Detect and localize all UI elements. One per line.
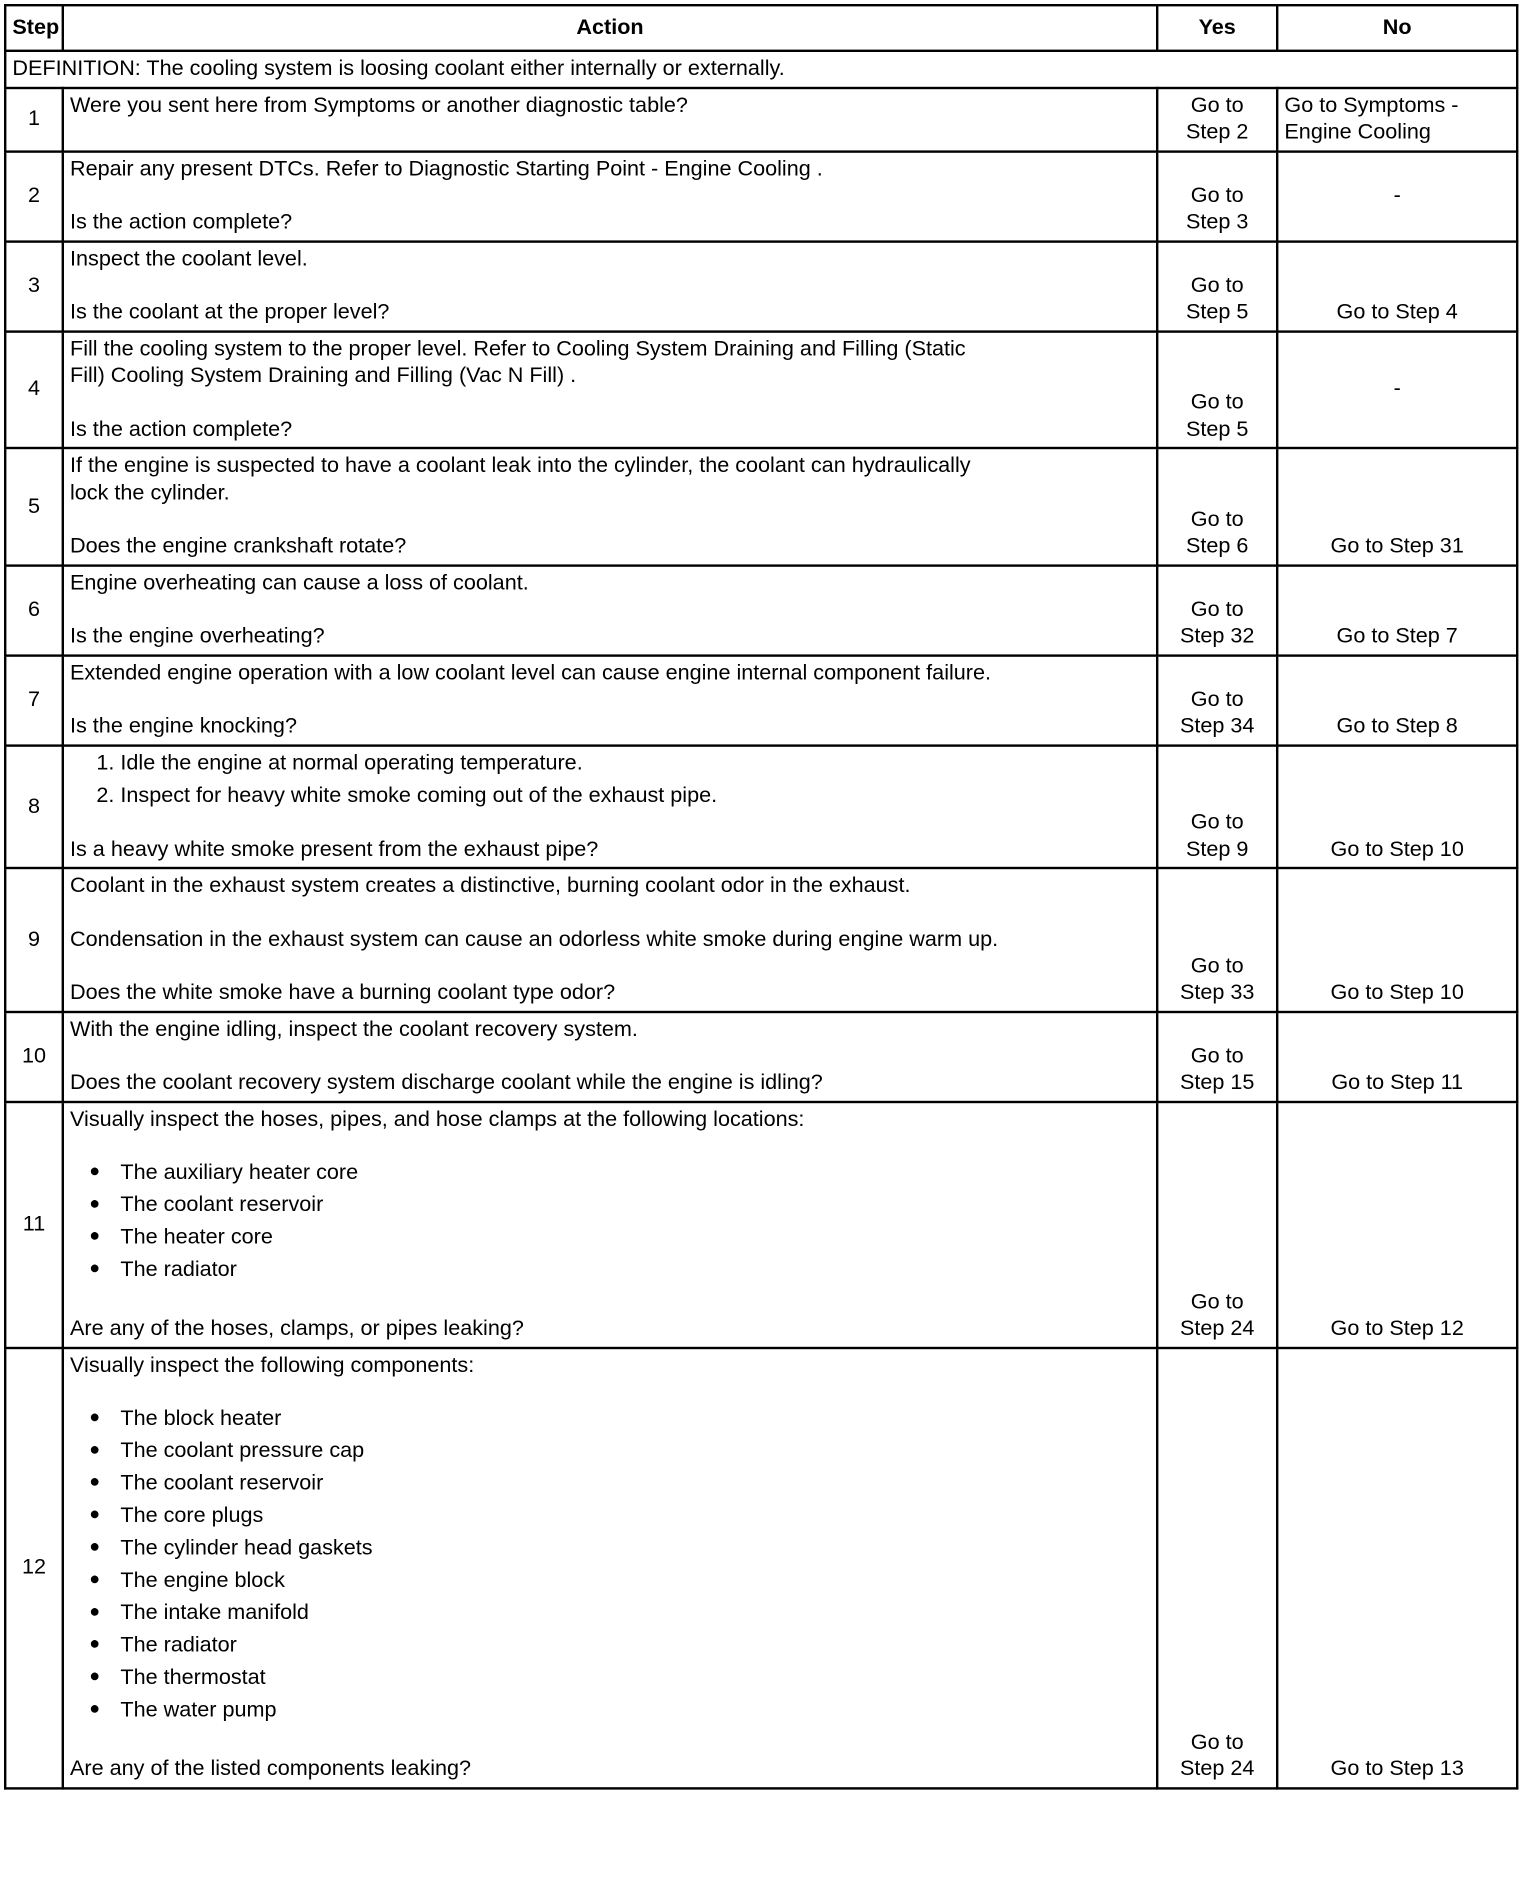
- step-question: Is the action complete?: [70, 416, 293, 441]
- yes-text: Go to: [1190, 92, 1244, 117]
- no-text: Engine Cooling: [1284, 119, 1431, 144]
- inspection-item: ● The heater core: [89, 1223, 1150, 1250]
- step-action: [63, 241, 1157, 331]
- yes-text: Go to: [1190, 182, 1244, 207]
- step-number: 9: [5, 868, 63, 1011]
- yes-action: [1157, 448, 1277, 565]
- header-row: [5, 5, 1517, 51]
- inspection-item: ● The coolant pressure cap: [89, 1437, 1150, 1464]
- yes-text: Step 6: [1185, 533, 1249, 558]
- step-row: [5, 1101, 1517, 1347]
- step-action: [63, 745, 1157, 868]
- yes-text: Step 5: [1185, 416, 1249, 441]
- header-yes: Yes: [1157, 5, 1277, 51]
- step-row: [5, 868, 1517, 1011]
- inspection-item: ● The radiator: [89, 1631, 1150, 1658]
- yes-text: Step 15: [1179, 1069, 1255, 1094]
- procedure-list: [70, 749, 1150, 809]
- yes-text: Go to: [1190, 596, 1244, 621]
- step-number: 11: [5, 1101, 63, 1347]
- no-action: [1277, 745, 1517, 868]
- no-text: Go to Step 10: [1330, 979, 1464, 1004]
- step-number: 8: [5, 745, 63, 868]
- step-question: Is the engine overheating?: [70, 623, 325, 648]
- yes-action: [1157, 241, 1277, 331]
- step-row: [5, 87, 1517, 151]
- inspection-item: ● The water pump: [89, 1696, 1150, 1723]
- no-text: Go to Step 7: [1336, 623, 1458, 648]
- yes-text: Go to: [1190, 506, 1244, 531]
- yes-text: Step 33: [1179, 979, 1255, 1004]
- step-action: [63, 655, 1157, 745]
- no-text: -: [1393, 376, 1401, 401]
- step-number: 5: [5, 448, 63, 565]
- action-text: With the engine idling, inspect the coolant recovery system.: [70, 1016, 638, 1041]
- step-question: Is a heavy white smoke present from the exhaust pipe?: [70, 836, 599, 861]
- action-text: If the engine is suspected to have a coolant leak into the cylinder, the coolant can hydraulically: [70, 452, 971, 477]
- yes-action: [1157, 745, 1277, 868]
- step-question: Is the engine knocking?: [70, 713, 297, 738]
- step-row: [5, 565, 1517, 655]
- action-text: Fill) Cooling System Draining and Filling (Vac N Fill) .: [70, 362, 577, 387]
- no-action: [1277, 331, 1517, 448]
- no-text: Go to Step 12: [1330, 1315, 1464, 1340]
- step-question: Are any of the hoses, clamps, or pipes leaking?: [70, 1315, 524, 1340]
- yes-action: [1157, 87, 1277, 151]
- step-number: 7: [5, 655, 63, 745]
- yes-action: [1157, 655, 1277, 745]
- no-action: [1277, 1347, 1517, 1787]
- yes-text: Step 9: [1185, 836, 1249, 861]
- inspection-list: [70, 1404, 1150, 1723]
- header-no: No: [1277, 5, 1517, 51]
- step-row: [5, 448, 1517, 565]
- inspection-item: ● The radiator: [89, 1256, 1150, 1283]
- yes-text: Step 24: [1179, 1756, 1255, 1781]
- step-number: 1: [5, 87, 63, 151]
- no-action: [1277, 565, 1517, 655]
- step-question: Is the action complete?: [70, 209, 293, 234]
- action-text: Were you sent here from Symptoms or another diagnostic table?: [70, 92, 688, 117]
- no-text: Go to Step 8: [1336, 713, 1458, 738]
- step-action: [63, 868, 1157, 1011]
- no-text: Go to Symptoms -: [1284, 92, 1459, 117]
- yes-text: Go to: [1190, 952, 1244, 977]
- no-text: -: [1393, 182, 1401, 207]
- no-action: [1277, 87, 1517, 151]
- no-action: [1277, 151, 1517, 241]
- yes-text: Step 24: [1179, 1315, 1255, 1340]
- action-text: Engine overheating can cause a loss of coolant.: [70, 569, 529, 594]
- no-action: [1277, 655, 1517, 745]
- yes-text: Step 34: [1179, 713, 1255, 738]
- inspection-item: ● The auxiliary heater core: [89, 1158, 1150, 1185]
- inspection-item: ● The coolant reservoir: [89, 1469, 1150, 1496]
- step-number: 3: [5, 241, 63, 331]
- no-action: [1277, 241, 1517, 331]
- step-row: [5, 1011, 1517, 1101]
- step-number: 6: [5, 565, 63, 655]
- yes-text: Go to: [1190, 686, 1244, 711]
- definition-text: DEFINITION: The cooling system is loosing coolant either internally or externally.: [5, 51, 1517, 88]
- action-text: Repair any present DTCs. Refer to Diagnostic Starting Point - Engine Cooling .: [70, 155, 823, 180]
- step-action: [63, 1101, 1157, 1347]
- step-question: Does the white smoke have a burning coolant type odor?: [70, 979, 616, 1004]
- inspection-item: ● The engine block: [89, 1566, 1150, 1593]
- header-action: Action: [63, 5, 1157, 51]
- action-text: Extended engine operation with a low coolant level can cause engine internal component failure.: [70, 659, 992, 684]
- action-text: Visually inspect the following components:: [70, 1352, 475, 1377]
- procedure-item: 2. Inspect for heavy white smoke coming out of the exhaust pipe.: [120, 782, 1150, 809]
- action-text: Condensation in the exhaust system can cause an odorless white smoke during engine warm up.: [70, 926, 999, 951]
- step-action: [63, 1011, 1157, 1101]
- inspection-item: ● The core plugs: [89, 1502, 1150, 1529]
- step-number: 10: [5, 1011, 63, 1101]
- action-text: Coolant in the exhaust system creates a distinctive, burning coolant odor in the exhaust.: [70, 872, 911, 897]
- no-text: Go to Step 10: [1330, 836, 1464, 861]
- yes-action: [1157, 1011, 1277, 1101]
- inspection-item: ● The block heater: [89, 1404, 1150, 1431]
- inspection-item: ● The cylinder head gaskets: [89, 1534, 1150, 1561]
- step-action: [63, 87, 1157, 151]
- yes-action: [1157, 1347, 1277, 1787]
- step-question: Does the coolant recovery system discharge coolant while the engine is idling?: [70, 1069, 823, 1094]
- yes-text: Step 5: [1185, 299, 1249, 324]
- diagnostic-table: [4, 4, 1518, 1789]
- action-text: lock the cylinder.: [70, 479, 230, 504]
- definition-row: [5, 51, 1517, 88]
- action-text: Visually inspect the hoses, pipes, and hose clamps at the following locations:: [70, 1106, 805, 1131]
- step-number: 2: [5, 151, 63, 241]
- inspection-item: ● The coolant reservoir: [89, 1191, 1150, 1218]
- yes-text: Go to: [1190, 1042, 1244, 1067]
- yes-text: Go to: [1190, 389, 1244, 414]
- action-text: Fill the cooling system to the proper level. Refer to Cooling System Draining and Filling (Static: [70, 335, 966, 360]
- no-text: Go to Step 31: [1330, 533, 1464, 558]
- no-text: Go to Step 4: [1336, 299, 1458, 324]
- step-action: [63, 1347, 1157, 1787]
- header-step: Step: [5, 5, 63, 51]
- yes-text: Go to: [1190, 1288, 1244, 1313]
- yes-action: [1157, 1101, 1277, 1347]
- yes-text: Go to: [1190, 272, 1244, 297]
- step-action: [63, 448, 1157, 565]
- yes-action: [1157, 151, 1277, 241]
- no-action: [1277, 1011, 1517, 1101]
- step-row: [5, 151, 1517, 241]
- no-text: Go to Step 13: [1330, 1756, 1464, 1781]
- yes-text: Step 2: [1185, 119, 1249, 144]
- step-row: [5, 655, 1517, 745]
- step-row: [5, 1347, 1517, 1787]
- action-text: Inspect the coolant level.: [70, 245, 308, 270]
- step-number: 4: [5, 331, 63, 448]
- step-action: [63, 151, 1157, 241]
- yes-text: Go to: [1190, 809, 1244, 834]
- yes-action: [1157, 565, 1277, 655]
- procedure-item: 1. Idle the engine at normal operating temperature.: [120, 749, 1150, 776]
- yes-text: Step 3: [1185, 209, 1249, 234]
- yes-action: [1157, 331, 1277, 448]
- inspection-list: [70, 1158, 1150, 1282]
- no-text: Go to Step 11: [1331, 1069, 1464, 1094]
- step-action: [63, 565, 1157, 655]
- inspection-item: ● The thermostat: [89, 1664, 1150, 1691]
- no-action: [1277, 448, 1517, 565]
- yes-action: [1157, 868, 1277, 1011]
- step-row: [5, 331, 1517, 448]
- step-action: [63, 331, 1157, 448]
- inspection-item: ● The intake manifold: [89, 1599, 1150, 1626]
- step-row: [5, 241, 1517, 331]
- yes-text: Step 32: [1179, 623, 1255, 648]
- step-question: Does the engine crankshaft rotate?: [70, 533, 407, 558]
- step-number: 12: [5, 1347, 63, 1787]
- no-action: [1277, 868, 1517, 1011]
- step-question: Are any of the listed components leaking?: [70, 1756, 472, 1781]
- step-row: [5, 745, 1517, 868]
- yes-text: Go to: [1190, 1729, 1244, 1754]
- step-question: Is the coolant at the proper level?: [70, 299, 390, 324]
- no-action: [1277, 1101, 1517, 1347]
